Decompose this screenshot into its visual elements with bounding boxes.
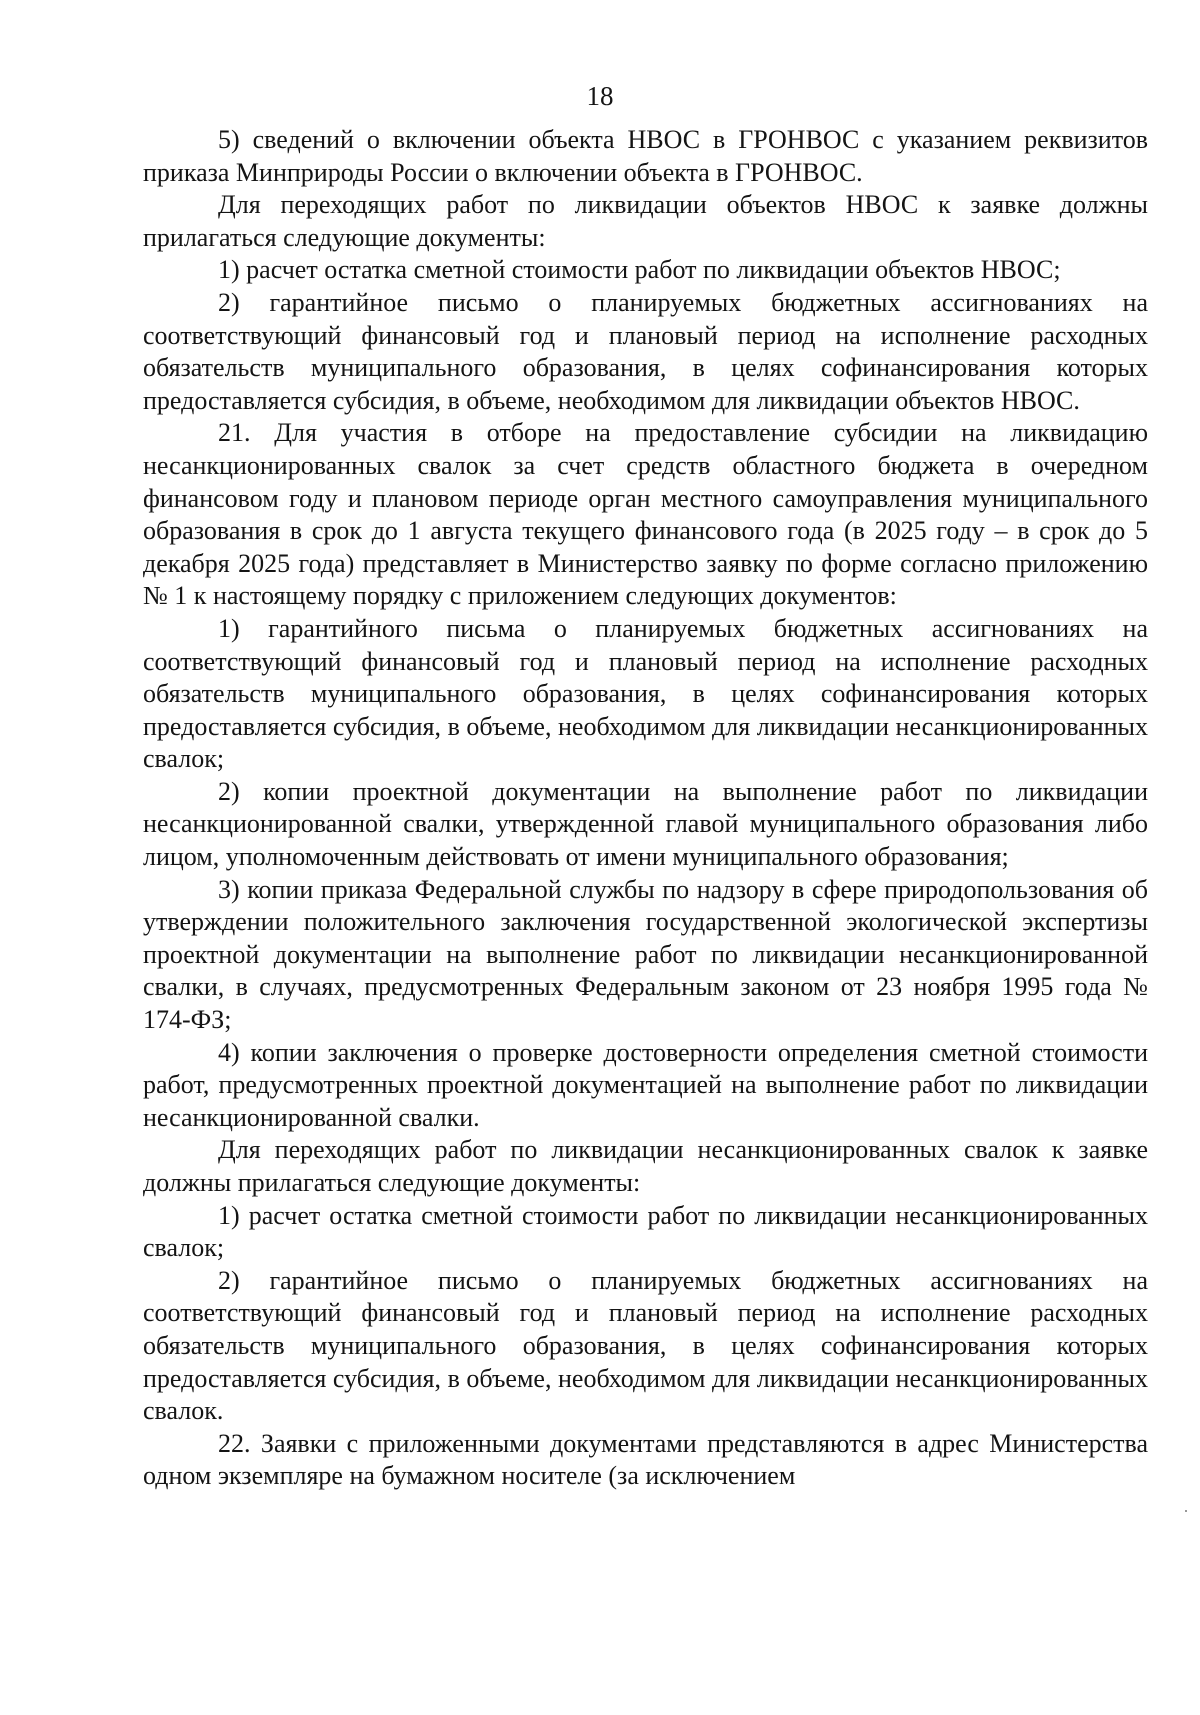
- paragraph-clause-21: 21. Для участия в отборе на предоставление субсидии на ликвидацию несанкционированных свалок за счет средств областного бюджета в очередном финансовом году и плановом периоде орган местного самоуправления муниципального образования в срок до 1 августа текущего финансового года (в 2025 году – в срок до 5 декабря 2025 года) представляет в Министерство заявку по форме согласно приложению № 1 к настоящему порядку с приложением следующих документов:: [143, 418, 1148, 611]
- paragraph-transitional-dumps-intro: Для переходящих работ по ликвидации несанкционированных свалок к заявке должны прилагаться следующие документы:: [143, 1135, 1148, 1197]
- page-number: 18: [586, 81, 614, 111]
- paragraph-nvos-item-2: 2) гарантийное письмо о планируемых бюджетных ассигнованиях на соответствующий финансовый год и плановый период на исполнение расходных обязательств муниципального образования, в целях софинансирования которых предоставляется субсидия, в объеме, необходимом для ликвидации объектов НВОС.: [143, 287, 1148, 415]
- paragraph-clause-21-item-2: 2) копии проектной документации на выполнение работ по ликвидации несанкционированной свалки, утвержденной главой муниципального образования либо лицом, уполномоченным действовать от имени муниципального образования;: [143, 776, 1148, 872]
- paragraph-item-5-gronvos: 5) сведений о включении объекта НВОС в ГРОНВОС с указанием реквизитов приказа Минприроды России о включении объекта в ГРОНВОС.: [143, 125, 1148, 187]
- paragraph-clause-21-item-4: 4) копии заключения о проверке достоверности определения сметной стоимости работ, предусмотренных проектной документацией на выполнение работ по ликвидации несанкционированной свалки.: [143, 1037, 1148, 1132]
- scan-speck: [1185, 1510, 1187, 1512]
- paragraph-clause-21-item-3: 3) копии приказа Федеральной службы по надзору в сфере природопользования об утверждении положительного заключения государственной экологической экспертизы проектной документации на выполнение работ по ликвидации несанкционированной свалки, в случаях, предусмотренных Федеральным законом от 23 ноября 1995 года № 174-ФЗ;: [143, 874, 1148, 1035]
- document-body: [143, 124, 1148, 1493]
- paragraph-dumps-item-2: 2) гарантийное письмо о планируемых бюджетных ассигнованиях на соответствующий финансовый год и плановый период на исполнение расходных обязательств муниципального образования, в целях софинансирования которых предоставляется субсидия, в объеме, необходимом для ликвидации несанкционированных свалок.: [143, 1265, 1148, 1426]
- paragraph-clause-22: 22. Заявки с приложенными документами представляются в адрес Министерства одном экземпляре на бумажном носителе (за исключением: [143, 1428, 1148, 1491]
- paragraph-nvos-item-1: 1) расчет остатка сметной стоимости работ по ликвидации объектов НВОС;: [218, 255, 1061, 285]
- paragraph-transitional-nvos-intro: Для переходящих работ по ликвидации объектов НВОС к заявке должны прилагаться следующие документы:: [143, 190, 1148, 252]
- paragraph-clause-21-item-1: 1) гарантийного письма о планируемых бюджетных ассигнованиях на соответствующий финансовый год и плановый период на исполнение расходных обязательств муниципального образования, в целях софинансирования которых предоставляется субсидия, в объеме, необходимом для ликвидации несанкционированных свалок;: [143, 613, 1148, 774]
- paragraph-dumps-item-1: 1) расчет остатка сметной стоимости работ по ликвидации несанкционированных свалок;: [143, 1200, 1148, 1263]
